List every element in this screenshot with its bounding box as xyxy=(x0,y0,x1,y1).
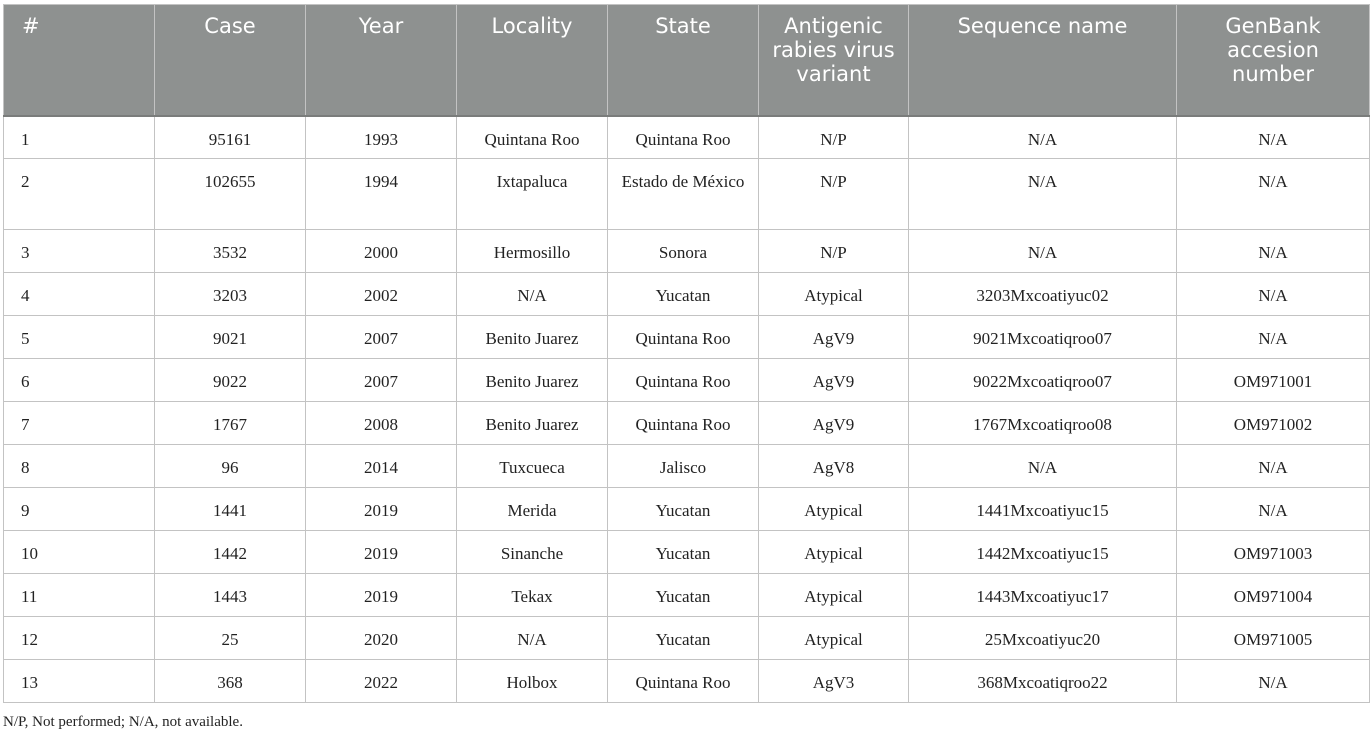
cell-sequence: 368Mxcoatiqroo22 xyxy=(909,660,1177,703)
cell-sequence: 1443Mxcoatiyuc17 xyxy=(909,574,1177,617)
cell-genbank: OM971002 xyxy=(1177,402,1370,445)
cell-state: Sonora xyxy=(608,230,759,273)
cell-case: 9022 xyxy=(155,359,306,402)
header-sequence-name: Sequence name xyxy=(909,5,1177,116)
cell-case: 1767 xyxy=(155,402,306,445)
cell-genbank: N/A xyxy=(1177,116,1370,159)
cell-sequence: N/A xyxy=(909,159,1177,230)
cell-sequence: N/A xyxy=(909,116,1177,159)
cell-state: Yucatan xyxy=(608,273,759,316)
cell-variant: N/P xyxy=(759,230,909,273)
table-row xyxy=(4,617,1370,660)
cell-genbank: N/A xyxy=(1177,445,1370,488)
cell-sequence: N/A xyxy=(909,445,1177,488)
cell-case: 368 xyxy=(155,660,306,703)
cell-variant: N/P xyxy=(759,116,909,159)
cell-year: 2007 xyxy=(306,316,457,359)
cell-sequence: 9021Mxcoatiqroo07 xyxy=(909,316,1177,359)
cell-case: 1441 xyxy=(155,488,306,531)
cell-number: 12 xyxy=(4,617,155,660)
table-footnote: N/P, Not performed; N/A, not available. xyxy=(3,714,243,730)
rabies-cases-table-container xyxy=(3,4,1369,703)
header-row xyxy=(4,5,1370,116)
cell-variant: Atypical xyxy=(759,273,909,316)
cell-sequence: 25Mxcoatiyuc20 xyxy=(909,617,1177,660)
cell-variant: Atypical xyxy=(759,488,909,531)
cell-year: 1994 xyxy=(306,159,457,230)
cell-year: 2022 xyxy=(306,660,457,703)
cell-state: Estado de México xyxy=(608,159,759,230)
header-antigenic-variant: Antigenic rabies virus variant xyxy=(759,5,909,116)
cell-state: Yucatan xyxy=(608,488,759,531)
cell-case: 1443 xyxy=(155,574,306,617)
cell-state: Yucatan xyxy=(608,574,759,617)
table-row xyxy=(4,230,1370,273)
cell-state: Jalisco xyxy=(608,445,759,488)
header-genbank-accession: GenBank accesion number xyxy=(1177,5,1370,116)
cell-number: 5 xyxy=(4,316,155,359)
cell-genbank: N/A xyxy=(1177,230,1370,273)
cell-number: 1 xyxy=(4,116,155,159)
cell-variant: AgV8 xyxy=(759,445,909,488)
cell-locality: Holbox xyxy=(457,660,608,703)
cell-case: 25 xyxy=(155,617,306,660)
cell-locality: Benito Juarez xyxy=(457,402,608,445)
table-row xyxy=(4,359,1370,402)
cell-state: Quintana Roo xyxy=(608,116,759,159)
cell-locality: Sinanche xyxy=(457,531,608,574)
table-row xyxy=(4,488,1370,531)
cell-case: 1442 xyxy=(155,531,306,574)
cell-year: 2019 xyxy=(306,574,457,617)
cell-year: 2007 xyxy=(306,359,457,402)
cell-variant: AgV3 xyxy=(759,660,909,703)
cell-number: 3 xyxy=(4,230,155,273)
cell-year: 1993 xyxy=(306,116,457,159)
cell-locality: Quintana Roo xyxy=(457,116,608,159)
cell-sequence: 1767Mxcoatiqroo08 xyxy=(909,402,1177,445)
cell-number: 8 xyxy=(4,445,155,488)
cell-state: Quintana Roo xyxy=(608,316,759,359)
cell-variant: N/P xyxy=(759,159,909,230)
table-row xyxy=(4,660,1370,703)
table-row xyxy=(4,402,1370,445)
cell-sequence: 1441Mxcoatiyuc15 xyxy=(909,488,1177,531)
table-row xyxy=(4,531,1370,574)
header-state: State xyxy=(608,5,759,116)
cell-state: Quintana Roo xyxy=(608,660,759,703)
cell-locality: N/A xyxy=(457,617,608,660)
cell-number: 7 xyxy=(4,402,155,445)
cell-case: 102655 xyxy=(155,159,306,230)
cell-case: 3532 xyxy=(155,230,306,273)
cell-genbank: N/A xyxy=(1177,660,1370,703)
cell-sequence: 3203Mxcoatiyuc02 xyxy=(909,273,1177,316)
cell-year: 2019 xyxy=(306,488,457,531)
cell-genbank: OM971001 xyxy=(1177,359,1370,402)
cell-case: 96 xyxy=(155,445,306,488)
cell-state: Quintana Roo xyxy=(608,359,759,402)
cell-locality: Tuxcueca xyxy=(457,445,608,488)
table-row xyxy=(4,574,1370,617)
cell-year: 2014 xyxy=(306,445,457,488)
cell-number: 11 xyxy=(4,574,155,617)
rabies-cases-table xyxy=(3,4,1370,703)
cell-case: 9021 xyxy=(155,316,306,359)
cell-variant: AgV9 xyxy=(759,402,909,445)
header-number: # xyxy=(4,5,155,116)
cell-variant: AgV9 xyxy=(759,359,909,402)
cell-locality: Benito Juarez xyxy=(457,316,608,359)
table-row xyxy=(4,445,1370,488)
cell-variant: Atypical xyxy=(759,617,909,660)
cell-genbank: N/A xyxy=(1177,159,1370,230)
cell-year: 2008 xyxy=(306,402,457,445)
cell-case: 3203 xyxy=(155,273,306,316)
header-case: Case xyxy=(155,5,306,116)
header-year: Year xyxy=(306,5,457,116)
cell-genbank: OM971004 xyxy=(1177,574,1370,617)
cell-variant: AgV9 xyxy=(759,316,909,359)
cell-genbank: OM971005 xyxy=(1177,617,1370,660)
table-row xyxy=(4,316,1370,359)
cell-locality: Ixtapaluca xyxy=(457,159,608,230)
cell-variant: Atypical xyxy=(759,531,909,574)
cell-number: 2 xyxy=(4,159,155,230)
table-row xyxy=(4,116,1370,159)
cell-year: 2020 xyxy=(306,617,457,660)
cell-year: 2019 xyxy=(306,531,457,574)
cell-sequence: N/A xyxy=(909,230,1177,273)
cell-number: 4 xyxy=(4,273,155,316)
cell-genbank: OM971003 xyxy=(1177,531,1370,574)
cell-locality: Tekax xyxy=(457,574,608,617)
cell-state: Yucatan xyxy=(608,531,759,574)
cell-sequence: 1442Mxcoatiyuc15 xyxy=(909,531,1177,574)
cell-genbank: N/A xyxy=(1177,316,1370,359)
cell-variant: Atypical xyxy=(759,574,909,617)
cell-locality: Benito Juarez xyxy=(457,359,608,402)
cell-case: 95161 xyxy=(155,116,306,159)
cell-sequence: 9022Mxcoatiqroo07 xyxy=(909,359,1177,402)
cell-genbank: N/A xyxy=(1177,273,1370,316)
cell-number: 9 xyxy=(4,488,155,531)
cell-state: Yucatan xyxy=(608,617,759,660)
cell-year: 2002 xyxy=(306,273,457,316)
table-row xyxy=(4,159,1370,230)
cell-locality: Hermosillo xyxy=(457,230,608,273)
cell-number: 13 xyxy=(4,660,155,703)
cell-number: 6 xyxy=(4,359,155,402)
table-row xyxy=(4,273,1370,316)
header-locality: Locality xyxy=(457,5,608,116)
cell-locality: Merida xyxy=(457,488,608,531)
cell-number: 10 xyxy=(4,531,155,574)
cell-locality: N/A xyxy=(457,273,608,316)
cell-genbank: N/A xyxy=(1177,488,1370,531)
cell-year: 2000 xyxy=(306,230,457,273)
cell-state: Quintana Roo xyxy=(608,402,759,445)
